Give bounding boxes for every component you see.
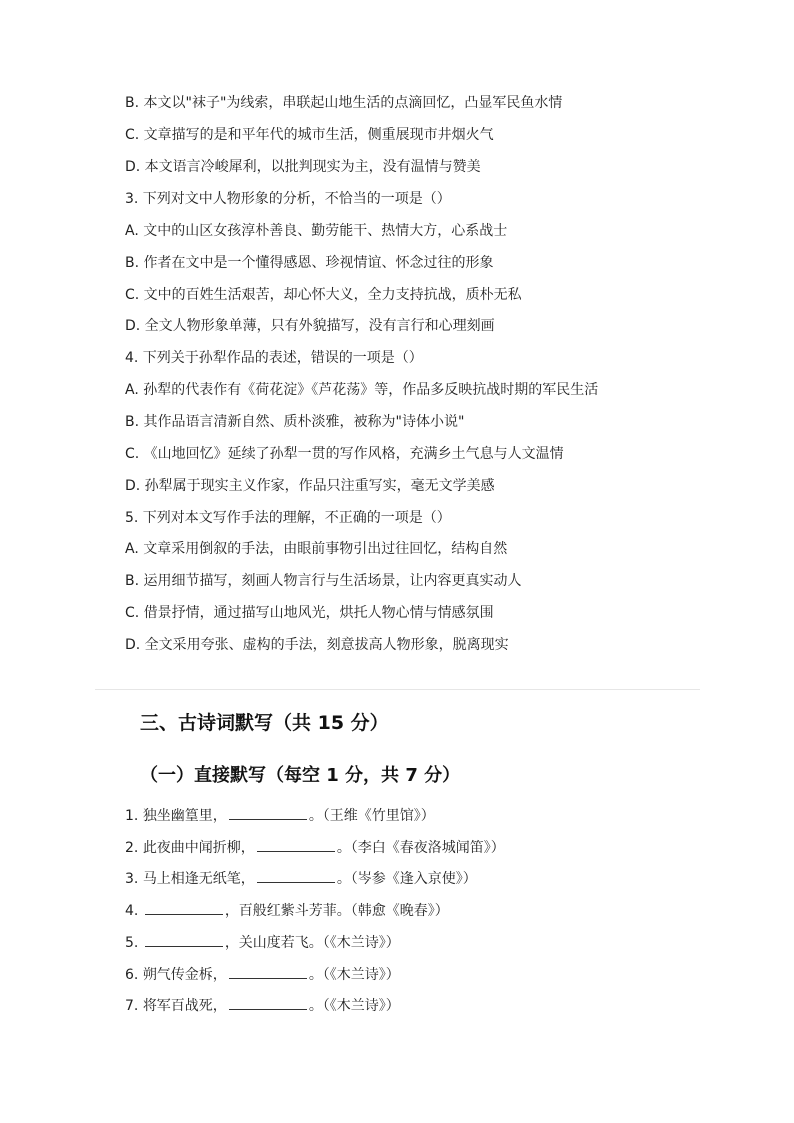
- option-line: B. 运用细节描写，刻画人物言行与生活场景，让内容更真实动人: [125, 573, 522, 589]
- option-line: B. 作者在文中是一个懂得感恩、珍视情谊、怀念过往的形象: [125, 255, 494, 271]
- poem-line: [125, 805, 435, 826]
- answer-blank[interactable]: [257, 868, 335, 883]
- poem-number: 4.: [125, 903, 139, 919]
- option-line: C. 文章描写的是和平年代的城市生活，侧重展现市井烟火气: [125, 127, 494, 143]
- question-line: 4. 下列关于孙犁作品的表述，错误的一项是（）: [125, 350, 423, 366]
- poem-text-before: 此夜曲中闻折柳，: [142, 840, 255, 856]
- poem-text-after: 。（岑参《逢入京使》）: [336, 871, 477, 887]
- option-line: A. 文中的山区女孩淳朴善良、勤劳能干、热情大方，心系战士: [125, 223, 508, 239]
- section-divider: [95, 689, 700, 690]
- poem-text-after: 。（王维《竹里馆》）: [308, 808, 435, 824]
- subsection-title: （一）直接默写（每空 1 分，共 7 分）: [140, 765, 461, 786]
- poem-number: 6.: [125, 967, 139, 983]
- poem-number: 5.: [125, 935, 139, 951]
- option-line: D. 全文采用夸张、虚构的手法，刻意拔高人物形象，脱离现实: [125, 637, 509, 653]
- answer-blank[interactable]: [257, 837, 335, 852]
- question-line: 5. 下列对本文写作手法的理解，不正确的一项是（）: [125, 510, 451, 526]
- section-title: 三、古诗词默写（共 15 分）: [140, 712, 389, 734]
- question-line: 3. 下列对文中人物形象的分析，不恰当的一项是（）: [125, 191, 451, 207]
- answer-blank[interactable]: [229, 805, 307, 820]
- answer-blank[interactable]: [145, 900, 223, 915]
- poem-line: [125, 868, 477, 889]
- option-line: B. 本文以"袜子"为线索，串联起山地生活的点滴回忆，凸显军民鱼水情: [125, 95, 563, 111]
- poem-number: 3.: [125, 871, 139, 887]
- poem-text-after: ，关山度若飞。（《木兰诗》）: [224, 935, 400, 951]
- poem-line: [125, 932, 400, 953]
- answer-blank[interactable]: [145, 932, 223, 947]
- poem-line: [125, 837, 505, 858]
- poem-text-after: 。（《木兰诗》）: [308, 998, 400, 1014]
- answer-blank[interactable]: [229, 995, 307, 1010]
- poem-number: 1.: [125, 808, 139, 824]
- option-line: B. 其作品语言清新自然、质朴淡雅，被称为"诗体小说": [125, 414, 465, 430]
- option-line: C. 《山地回忆》延续了孙犁一贯的写作风格，充满乡土气息与人文温情: [125, 446, 564, 462]
- answer-blank[interactable]: [229, 964, 307, 979]
- poem-number: 7.: [125, 998, 139, 1014]
- option-line: A. 孙犁的代表作有《荷花淀》《芦花荡》等，作品多反映抗战时期的军民生活: [125, 382, 599, 398]
- poem-text-before: 朔气传金柝，: [142, 967, 227, 983]
- option-line: C. 借景抒情，通过描写山地风光，烘托人物心情与情感氛围: [125, 605, 494, 621]
- poem-line: [125, 964, 400, 985]
- poem-text-after: 。（《木兰诗》）: [308, 967, 400, 983]
- poem-line: [125, 995, 400, 1016]
- option-line: D. 孙犁属于现实主义作家，作品只注重写实，毫无文学美感: [125, 478, 495, 494]
- poem-line: [125, 900, 449, 921]
- option-line: C. 文中的百姓生活艰苦，却心怀大义，全力支持抗战，质朴无私: [125, 287, 522, 303]
- poem-text-before: 将军百战死，: [142, 998, 227, 1014]
- poem-text-before: 独坐幽篁里，: [142, 808, 227, 824]
- poem-text-after: 。（李白《春夜洛城闻笛》）: [336, 840, 505, 856]
- option-line: A. 文章采用倒叙的手法，由眼前事物引出过往回忆，结构自然: [125, 541, 508, 557]
- poem-text-after: ，百般红紫斗芳菲。（韩愈《晚春》）: [224, 903, 449, 919]
- option-line: D. 全文人物形象单薄，只有外貌描写，没有言行和心理刻画: [125, 318, 495, 334]
- option-line: D. 本文语言冷峻犀利，以批判现实为主，没有温情与赞美: [125, 159, 481, 175]
- poem-number: 2.: [125, 840, 139, 856]
- poem-text-before: 马上相逢无纸笔，: [142, 871, 255, 887]
